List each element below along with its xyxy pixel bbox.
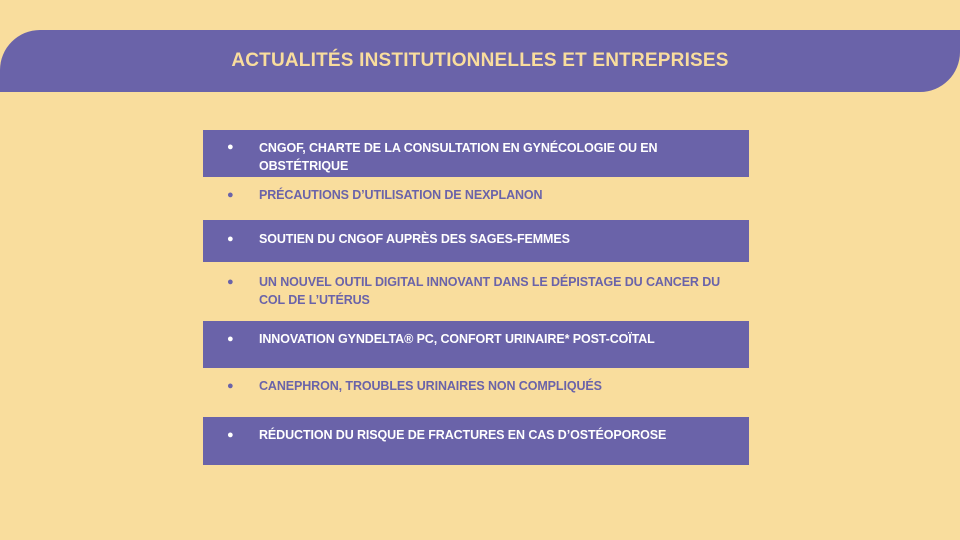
list-item[interactable] — [203, 220, 749, 262]
header-band — [0, 30, 960, 92]
list-item-label: SOUTIEN DU CNGOF AUPRÈS DES SAGES-FEMMES — [259, 232, 570, 246]
bullet-icon: ● — [227, 380, 234, 392]
page-title: ACTUALITÉS INSTITUTIONNELLES ET ENTREPRISES — [231, 50, 729, 71]
bullet-icon: ● — [227, 141, 234, 153]
list-item[interactable] — [203, 417, 749, 465]
list-item-label: INNOVATION GYNDELTA® PC, CONFORT URINAIRE* POST-COÏTAL — [259, 332, 655, 346]
list-item-label: CANEPHRON, TROUBLES URINAIRES NON COMPLIQUÉS — [259, 379, 602, 393]
list-item[interactable] — [203, 130, 749, 177]
bullet-icon: ● — [227, 189, 234, 201]
bullet-icon: ● — [227, 429, 234, 441]
bullet-icon: ● — [227, 276, 234, 288]
bullet-icon: ● — [227, 333, 234, 345]
list-item[interactable] — [203, 321, 749, 368]
list-item[interactable] — [203, 368, 749, 417]
list-item-label: RÉDUCTION DU RISQUE DE FRACTURES EN CAS D’OSTÉOPOROSE — [259, 428, 667, 442]
list-item[interactable] — [203, 262, 749, 321]
bullet-icon: ● — [227, 233, 234, 245]
list-item-label: CNGOF, CHARTE DE LA CONSULTATION EN GYNÉCOLOGIE OU EN OBSTÉTRIQUE — [259, 141, 658, 173]
list-item-label: PRÉCAUTIONS D’UTILISATION DE NEXPLANON — [259, 188, 543, 202]
list-item-label: UN NOUVEL OUTIL DIGITAL INNOVANT DANS LE DÉPISTAGE DU CANCER DU COL DE L’UTÉRUS — [259, 275, 721, 307]
list-item[interactable] — [203, 177, 749, 220]
